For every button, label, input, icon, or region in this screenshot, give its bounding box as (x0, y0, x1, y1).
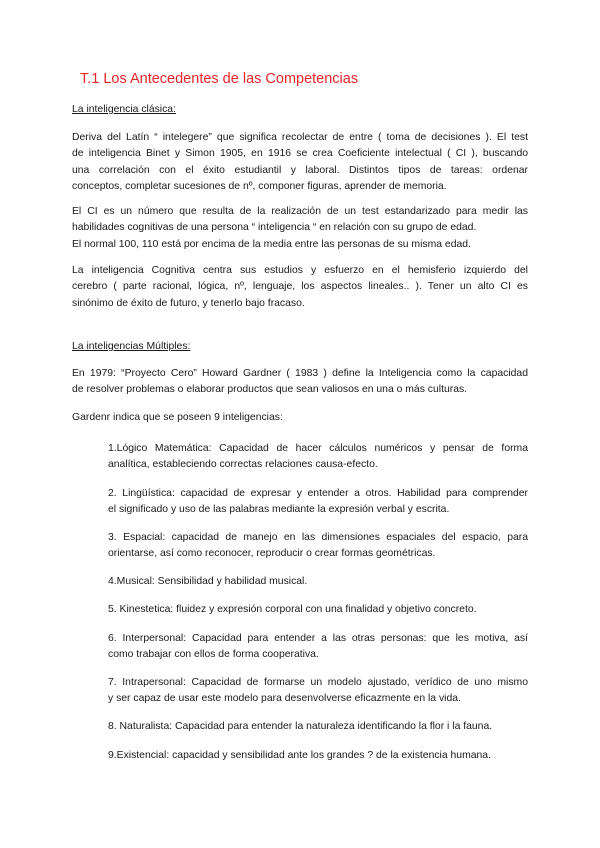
text-line: Deriva del Latín “ intelegere” que significa recolectar de entre ( toma de decisiones ). El test (72, 132, 528, 143)
text-line: 1.Lógico Matemática: Capacidad de hacer cálculos numéricos y pensar de forma (108, 443, 528, 454)
list-item (108, 486, 528, 519)
paragraph-classic-3 (72, 263, 528, 312)
text-line: 2. Lingüística: capacidad de expresar y entender a otros. Habilidad para comprender (108, 488, 528, 499)
text-line: de resolver problemas o elaborar productos que sean valiosos en una o más culturas. (72, 384, 468, 396)
text-line: de inteligencia Binet y Simon 1905, en 1916 se crea Coeficiente intelectual ( CI ), buscando (72, 148, 528, 160)
text-line: como trabajar con ellos de forma cooperativa. (108, 649, 319, 661)
text-line: una correlación con el éxito estudiantil y laboral. Distintos tipos de tareas: ordenar (72, 164, 528, 176)
text-line: 8. Naturalista: Capacidad para entender la naturaleza identificando la flor i la fauna. (108, 721, 493, 732)
text-line: Gardenr indica que se poseen 9 inteligencias: (72, 412, 283, 423)
list-item (108, 675, 528, 708)
text-line: sinónimo de éxito de futuro, y tenerlo bajo fracaso. (72, 297, 305, 309)
text-line: orientarse, así como reconocer, reproducir o crear formas geométricas. (108, 548, 436, 560)
text-line: El normal 100, 110 está por encima de la media entre las personas de su misma edad. (72, 238, 471, 250)
list-item (108, 530, 528, 563)
section-heading-multiple: La inteligencias Múltiples: (72, 341, 191, 352)
text-line: analítica, estableciendo correctas relaciones causa-efecto. (108, 459, 378, 471)
list-item (108, 631, 528, 664)
section-heading-classic: La inteligencia clásica: (72, 104, 176, 115)
text-line: El CI es un número que resulta de la realización de un test estandarizado para medir las (72, 206, 528, 217)
paragraph-multiple-2 (72, 410, 528, 426)
text-line: 3. Espacial: capacidad de manejo en las dimensiones espaciales del espacio, para (108, 532, 528, 543)
list-item (108, 441, 528, 474)
list-item (108, 602, 528, 618)
text-line: y ser capaz de usar este modelo para desenvolverse eficazmente en la vida. (108, 693, 461, 705)
text-line: 4.Musical: Sensibilidad y habilidad musical. (108, 576, 308, 587)
list-item (108, 748, 528, 764)
list-item (108, 719, 528, 735)
text-line: habilidades cognitivas de una persona “ inteligencia “ en relación con su grupo de edad. (72, 222, 477, 234)
paragraph-classic-1 (72, 130, 528, 195)
text-line: 6. Interpersonal: Capacidad para entender a las otras personas: que les motiva, así (108, 633, 528, 644)
text-line: el significado y uso de las palabras mediante la expresión verbal y escrita. (108, 504, 450, 516)
text-line: conceptos, completar sucesiones de nº, componer figuras, aprender de memoria. (72, 180, 447, 192)
text-line: 5. Kinestetica: fluidez y expresión corporal con una finalidad y objetivo concreto. (108, 604, 477, 615)
text-line: 7. Intrapersonal: Capacidad de formarse un modelo ajustado, verídico de uno mismo (108, 677, 528, 688)
text-line: cerebro ( parte racional, lógica, nº, lenguaje, los aspectos lineales.. ). Tener un alto CI es (72, 281, 528, 293)
list-item (108, 574, 528, 590)
paragraph-classic-2 (72, 204, 528, 253)
text-line: 9.Existencial: capacidad y sensibilidad ante los grandes ? de la existencia humana. (108, 750, 491, 761)
paragraph-multiple-1 (72, 366, 528, 399)
document-title: T.1 Los Antecedentes de las Competencias (80, 71, 359, 87)
text-line: En 1979: “Proyecto Cero” Howard Gardner ( 1983 ) define la Inteligencia como la capacidad (72, 368, 528, 379)
text-line: La inteligencia Cognitiva centra sus estudios y esfuerzo en el hemisferio izquierdo del (72, 265, 528, 276)
